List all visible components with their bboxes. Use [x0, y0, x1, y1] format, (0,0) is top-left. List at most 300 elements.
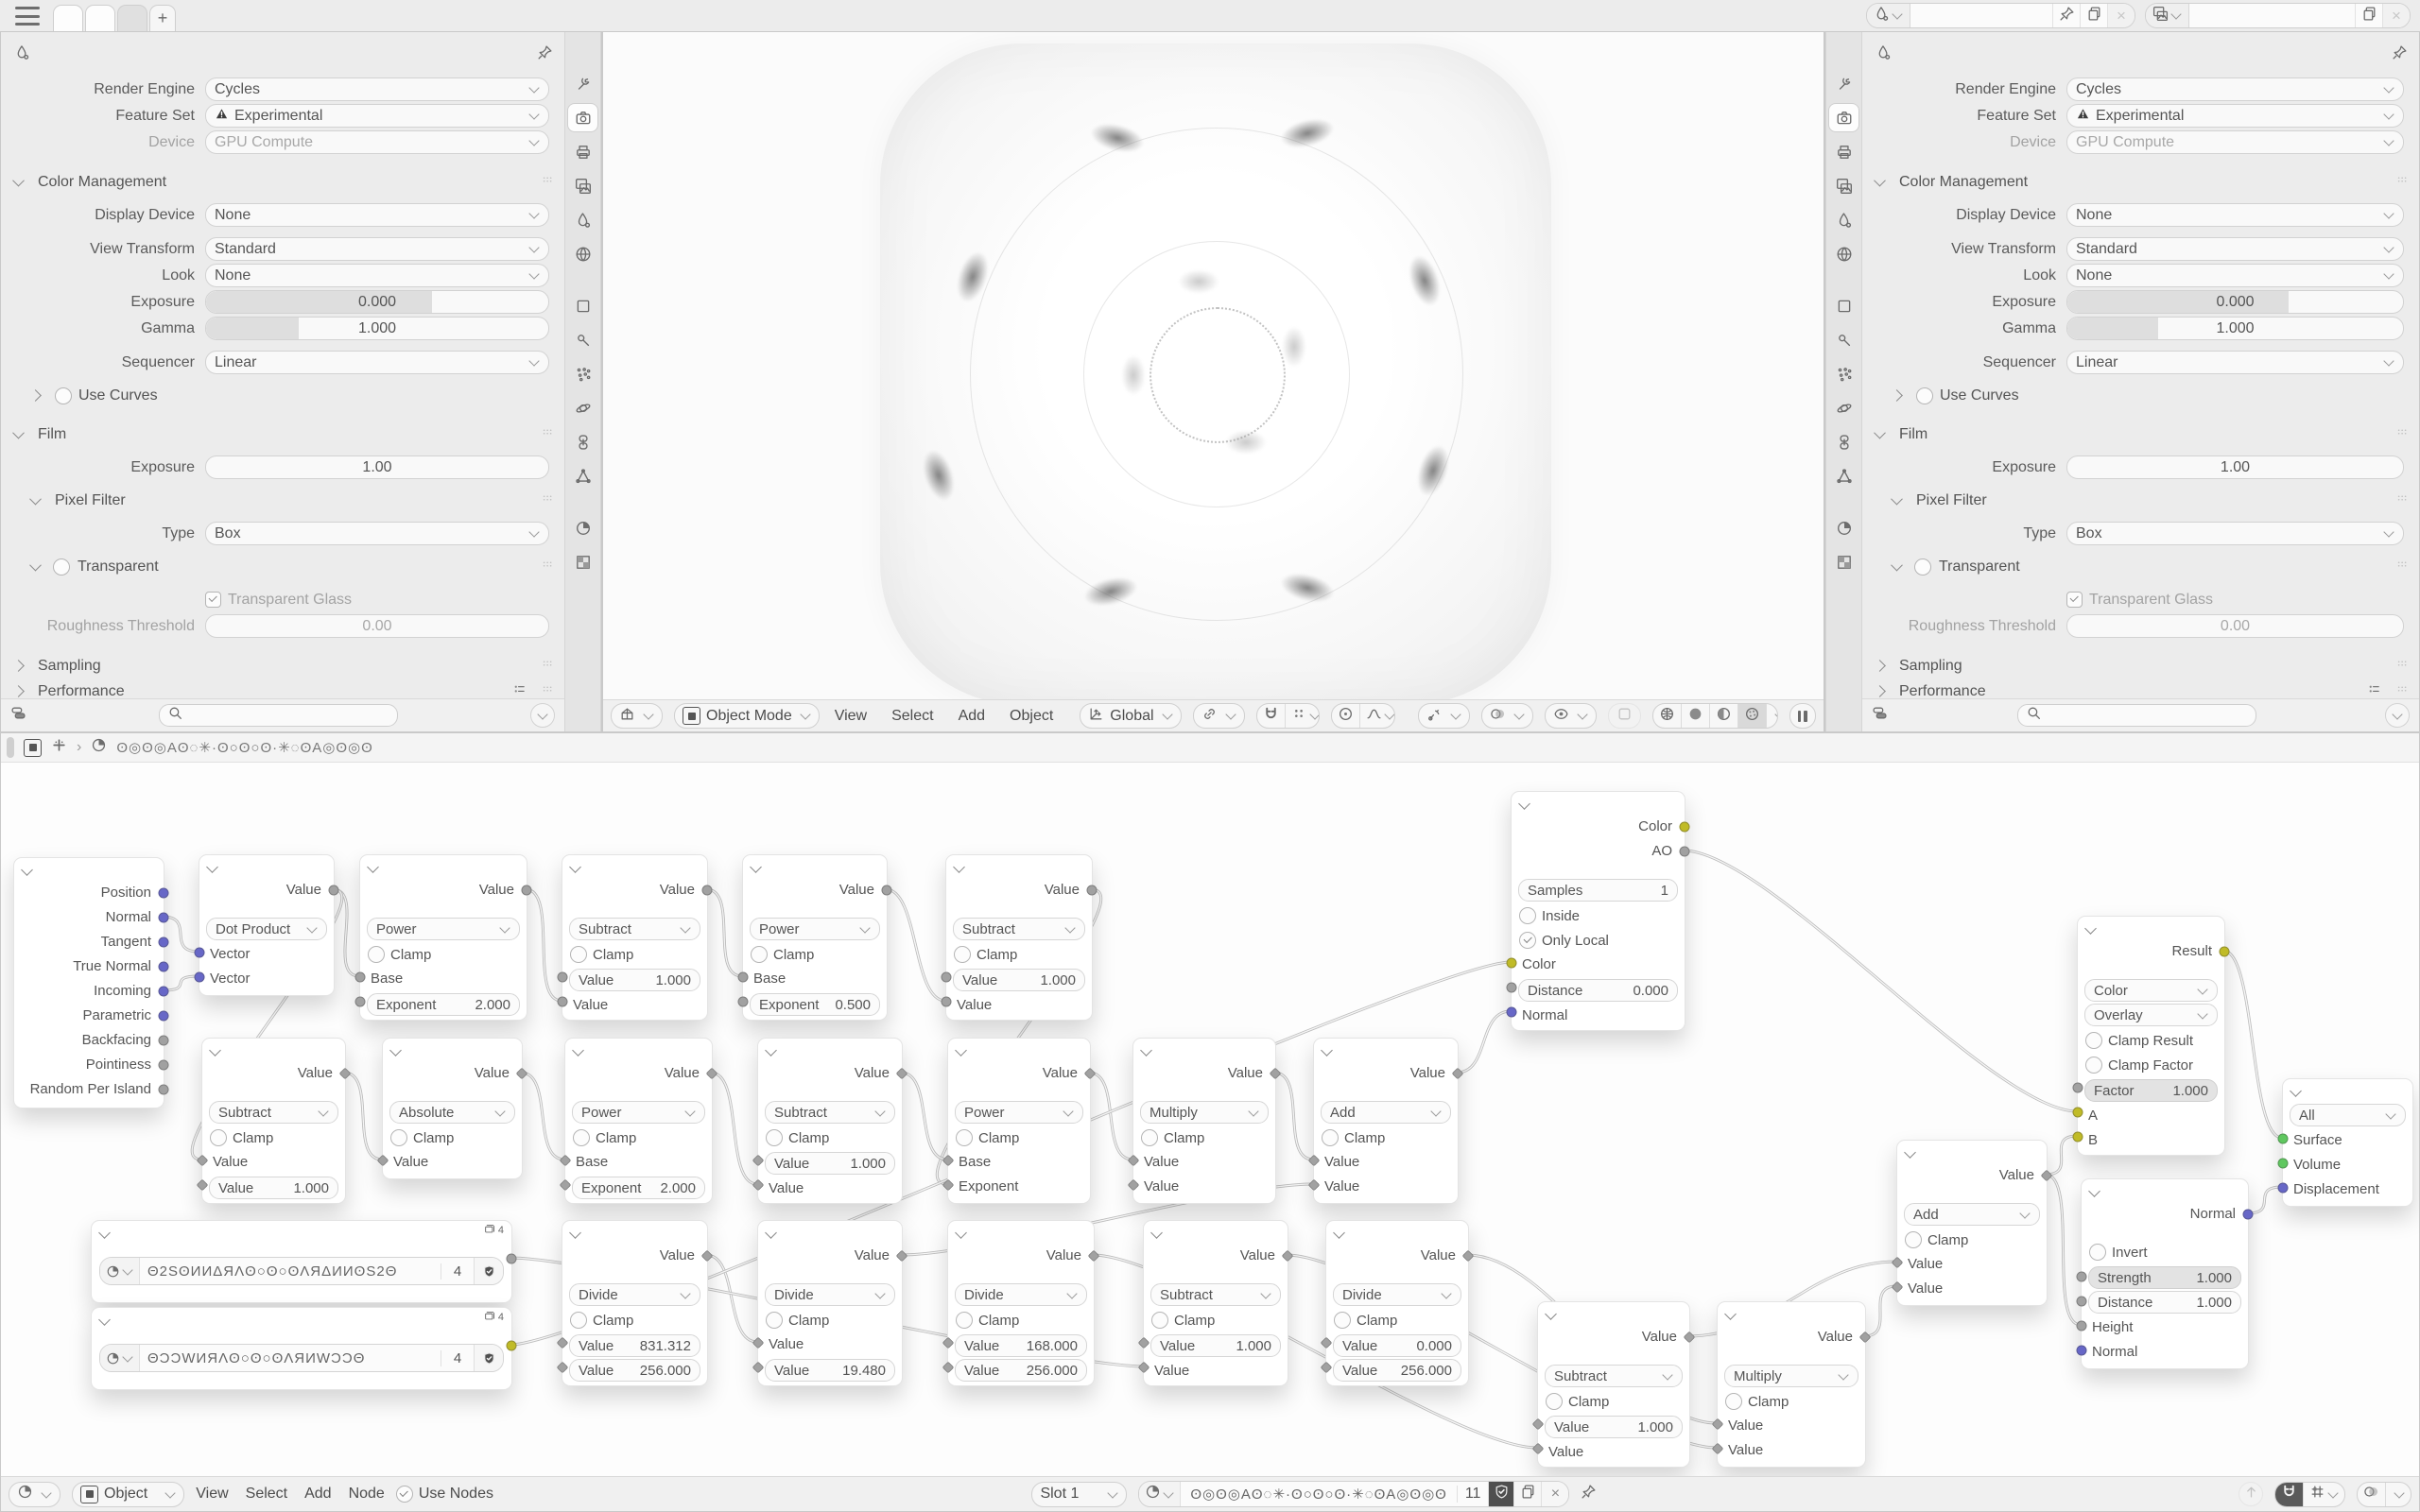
plus-icon[interactable] — [51, 737, 67, 758]
number-field[interactable] — [1333, 1359, 1461, 1382]
node-checkbox[interactable] — [743, 942, 887, 967]
node-checkbox[interactable] — [1718, 1389, 1865, 1414]
editor-type-icon[interactable] — [10, 705, 26, 726]
app-menu-icon[interactable] — [15, 7, 40, 26]
node-checkbox[interactable] — [1314, 1125, 1458, 1150]
socket-out-vector[interactable] — [159, 937, 169, 948]
add-workspace-button[interactable]: + — [149, 5, 176, 31]
collapse-chevron-icon[interactable] — [1321, 1044, 1333, 1057]
node-pow1[interactable] — [359, 854, 527, 1021]
collapse-chevron-icon[interactable] — [367, 861, 379, 873]
dropdown-view-transform[interactable] — [2066, 237, 2404, 261]
dropdown-render-engine[interactable] — [205, 77, 549, 101]
number-field[interactable] — [955, 1334, 1087, 1357]
use-nodes-toggle[interactable]: Use Nodes — [396, 1486, 493, 1503]
falloff-dropdown[interactable] — [1360, 704, 1395, 728]
socket-out-vector[interactable] — [159, 1011, 169, 1022]
node-subA[interactable] — [201, 1038, 346, 1204]
socket-in-value[interactable] — [560, 1179, 572, 1192]
number-field[interactable] — [1518, 979, 1678, 1002]
socket-in-vector[interactable] — [2278, 1183, 2289, 1194]
shading-dropdown[interactable] — [1767, 704, 1778, 728]
menu-add[interactable]: Add — [958, 707, 986, 724]
collapse-chevron-icon[interactable] — [1140, 1044, 1152, 1057]
properties-tab-viewlayer[interactable] — [1829, 172, 1858, 199]
node-header[interactable] — [1538, 1302, 1689, 1325]
copy-icon[interactable] — [1513, 1482, 1541, 1506]
node-mix[interactable] — [2077, 916, 2225, 1156]
fake-user-shield-icon[interactable] — [1488, 1482, 1513, 1506]
node-dropdown[interactable] — [209, 1101, 338, 1124]
socket-out-value[interactable] — [522, 885, 532, 896]
shading-rendered-icon[interactable] — [1738, 704, 1767, 728]
workspace-tab[interactable] — [117, 5, 147, 31]
node-output[interactable] — [2282, 1078, 2413, 1207]
menu-select[interactable]: Select — [891, 707, 934, 724]
node-checkbox[interactable] — [565, 1125, 712, 1150]
socket-out-color[interactable] — [2220, 947, 2230, 957]
node-header[interactable] — [562, 855, 707, 878]
dropdown-sequencer[interactable] — [2066, 351, 2404, 374]
pause-render-button[interactable] — [1789, 703, 1816, 729]
overlays-dropdown[interactable] — [2386, 1483, 2411, 1506]
number-field[interactable] — [750, 993, 880, 1016]
node-header[interactable] — [743, 855, 887, 878]
workspace-tab[interactable] — [53, 5, 83, 31]
node-addA[interactable] — [1313, 1038, 1459, 1204]
node-header[interactable] — [1897, 1141, 2047, 1163]
collapse-chevron-icon[interactable] — [765, 1044, 777, 1057]
checkbox-transparent-glass[interactable] — [2066, 592, 2083, 608]
collapse-chevron-icon[interactable] — [2290, 1085, 2302, 1097]
copy-icon[interactable] — [2355, 4, 2382, 27]
options-button[interactable] — [530, 703, 555, 728]
node-header[interactable] — [562, 1221, 707, 1244]
close-icon[interactable]: × — [2382, 4, 2410, 27]
collapse-chevron-icon[interactable] — [98, 1314, 111, 1326]
socket-out-color[interactable] — [1680, 822, 1690, 833]
socket-in-value[interactable] — [557, 1337, 569, 1349]
socket-in-value[interactable] — [942, 997, 952, 1007]
menu-add[interactable]: Add — [304, 1486, 332, 1502]
node-checkbox[interactable] — [948, 1125, 1090, 1150]
number-field[interactable] — [569, 969, 700, 991]
snap-mode-dropdown[interactable] — [1286, 704, 1321, 728]
xray-button[interactable] — [1608, 703, 1641, 729]
socket-in-value[interactable] — [738, 972, 749, 983]
node-dropdown[interactable] — [2084, 1004, 2218, 1026]
properties-tab-constraint[interactable] — [568, 428, 597, 455]
socket-out-value[interactable] — [507, 1254, 517, 1264]
texture-user-count[interactable]: 4 — [441, 1263, 474, 1280]
properties-tab-output[interactable] — [568, 138, 597, 165]
dropdown-sequencer[interactable] — [205, 351, 549, 374]
overlays-dropdown[interactable] — [1481, 703, 1533, 729]
collapse-chevron-icon[interactable] — [2088, 1185, 2100, 1197]
socket-in-shader[interactable] — [2278, 1134, 2289, 1144]
node-geometry[interactable] — [13, 857, 164, 1108]
collapse-chevron-icon[interactable] — [765, 1227, 777, 1239]
node-header[interactable] — [1133, 1039, 1275, 1061]
number-field[interactable] — [765, 1152, 895, 1175]
slider-exposure[interactable] — [2066, 290, 2404, 314]
dropdown-look[interactable] — [205, 264, 549, 287]
dropdown-feature-set[interactable] — [205, 104, 549, 128]
properties-tab-data[interactable] — [568, 462, 597, 490]
scene-name-field[interactable] — [1910, 4, 2052, 27]
search-input[interactable] — [159, 704, 398, 727]
node-checkbox[interactable] — [2078, 1028, 2224, 1053]
socket-out-value[interactable] — [159, 1060, 169, 1071]
node-checkbox[interactable] — [562, 1308, 707, 1332]
properties-tab-world[interactable] — [1829, 240, 1858, 267]
node-div3[interactable] — [947, 1220, 1095, 1386]
slider-gamma[interactable] — [2066, 317, 2404, 340]
editor-type-icon[interactable] — [1872, 705, 1888, 726]
node-header[interactable] — [946, 855, 1092, 878]
socket-in-value[interactable] — [557, 1362, 569, 1374]
dropdown-display-device[interactable] — [2066, 203, 2404, 227]
node-dropdown[interactable] — [572, 1101, 705, 1124]
parent-node-tree-button[interactable] — [2238, 1482, 2263, 1506]
collapse-chevron-icon[interactable] — [206, 861, 218, 873]
node-div4[interactable] — [1325, 1220, 1469, 1386]
socket-in-color[interactable] — [2073, 1132, 2083, 1143]
search-input[interactable] — [2017, 704, 2256, 727]
node-div2[interactable] — [757, 1220, 903, 1386]
properties-tab-scene[interactable] — [568, 206, 597, 233]
node-ao[interactable] — [1511, 791, 1685, 1031]
node-checkbox[interactable] — [758, 1125, 902, 1150]
collapse-chevron-icon[interactable] — [1724, 1308, 1737, 1320]
properties-tab-data[interactable] — [1829, 462, 1858, 490]
socket-in-vector[interactable] — [195, 948, 205, 958]
properties-tab-object[interactable] — [1829, 292, 1858, 319]
node-header[interactable] — [2283, 1079, 2412, 1102]
node-dropdown[interactable] — [765, 1101, 895, 1124]
node-header[interactable] — [1144, 1221, 1288, 1244]
properties-tab-tool[interactable] — [1829, 70, 1858, 97]
node-checkbox[interactable] — [383, 1125, 522, 1150]
viewport-3d[interactable] — [602, 31, 1824, 732]
section-pixel-filter[interactable] — [1862, 488, 2419, 513]
show-gizmo-dropdown[interactable] — [1418, 703, 1470, 729]
node-checkbox[interactable] — [360, 942, 527, 967]
number-field[interactable] — [367, 993, 520, 1016]
socket-in-vector[interactable] — [1507, 1007, 1517, 1018]
fake-user-shield-icon[interactable] — [474, 1345, 503, 1371]
node-checkbox[interactable] — [1133, 1125, 1275, 1150]
dropdown-render-engine[interactable] — [2066, 77, 2404, 101]
section-checkbox[interactable] — [1914, 558, 1931, 576]
collapse-chevron-icon[interactable] — [569, 1227, 581, 1239]
node-sub1[interactable] — [562, 854, 708, 1021]
section-film[interactable] — [1862, 421, 2419, 447]
number-field[interactable] — [955, 1359, 1087, 1382]
node-dot[interactable] — [199, 854, 335, 996]
node-header[interactable] — [199, 855, 334, 878]
socket-out-value[interactable] — [1680, 847, 1690, 857]
socket-in-value[interactable] — [197, 1179, 209, 1192]
socket-out-value[interactable] — [329, 885, 339, 896]
section-performance[interactable] — [1862, 679, 2419, 699]
socket-in-value[interactable] — [1321, 1362, 1333, 1374]
collapse-chevron-icon[interactable] — [1904, 1146, 1916, 1159]
node-header[interactable] — [1718, 1302, 1865, 1325]
node-dropdown[interactable] — [1150, 1283, 1281, 1306]
dropdown-display-device[interactable] — [205, 203, 549, 227]
node-dropdown[interactable] — [955, 1283, 1087, 1306]
section-transparent[interactable] — [1, 554, 564, 579]
collapse-chevron-icon[interactable] — [1518, 798, 1530, 810]
socket-out-vector[interactable] — [159, 913, 169, 923]
node-dropdown[interactable] — [1333, 1283, 1461, 1306]
properties-tab-viewlayer[interactable] — [568, 172, 597, 199]
socket-in-value[interactable] — [752, 1362, 765, 1374]
node-checkbox[interactable] — [1538, 1389, 1689, 1414]
shading-wireframe-icon[interactable] — [1653, 704, 1682, 728]
fake-user-shield-icon[interactable] — [474, 1258, 503, 1284]
socket-out-value[interactable] — [159, 1085, 169, 1095]
properties-tab-physics[interactable] — [1829, 394, 1858, 421]
node-header[interactable] — [202, 1039, 345, 1061]
material-browse-button[interactable] — [1139, 1482, 1181, 1506]
scene-icon[interactable] — [1867, 4, 1910, 27]
node-header[interactable] — [948, 1221, 1094, 1244]
pin-icon[interactable] — [1581, 1484, 1597, 1504]
socket-in-value[interactable] — [942, 972, 952, 983]
properties-tab-render[interactable] — [1829, 104, 1858, 131]
node-powB[interactable] — [564, 1038, 713, 1204]
node-dropdown[interactable] — [569, 918, 700, 940]
pin-icon[interactable] — [2392, 44, 2408, 65]
collapse-chevron-icon[interactable] — [750, 861, 762, 873]
socket-out-vector[interactable] — [159, 987, 169, 997]
properties-tab-material[interactable] — [568, 514, 597, 541]
node-abs[interactable] — [382, 1038, 523, 1179]
texture-name-field[interactable]: Θ2SʘИИΔЯΛʘ○ʘ○ʘΛЯΔИИʘS2Θ — [147, 1263, 398, 1280]
collapse-chevron-icon[interactable] — [1150, 1227, 1163, 1239]
node-dropdown[interactable] — [953, 918, 1085, 940]
node-checkbox[interactable] — [1512, 903, 1685, 928]
use-curves-checkbox[interactable] — [55, 387, 72, 404]
socket-in-value[interactable] — [558, 997, 568, 1007]
node-checkbox[interactable] — [2082, 1240, 2248, 1264]
collapse-chevron-icon[interactable] — [955, 1227, 967, 1239]
collapse-chevron-icon[interactable] — [389, 1044, 402, 1057]
socket-in-value[interactable] — [1507, 983, 1517, 993]
node-checkbox[interactable] — [948, 1308, 1094, 1332]
node-header[interactable] — [1512, 792, 1685, 815]
menu-node[interactable]: Node — [348, 1486, 385, 1502]
socket-in-color[interactable] — [1507, 958, 1517, 969]
section-pixel-filter[interactable] — [1, 488, 564, 513]
view-layer-icon[interactable] — [2146, 4, 2189, 27]
properties-tab-output[interactable] — [1829, 138, 1858, 165]
socket-out-value[interactable] — [1087, 885, 1098, 896]
collapse-chevron-icon[interactable] — [953, 861, 965, 873]
socket-out-value[interactable] — [882, 885, 892, 896]
node-dropdown[interactable] — [2290, 1104, 2406, 1126]
node-header[interactable] — [948, 1039, 1090, 1061]
socket-in-color[interactable] — [2073, 1108, 2083, 1118]
section-transparent[interactable] — [1862, 554, 2419, 579]
node-header[interactable] — [565, 1039, 712, 1061]
texture-name-field[interactable]: ΘƆƆWИЯΛʘ○ʘ○ʘΛЯИWƆƆΘ — [147, 1349, 366, 1366]
number-field[interactable] — [569, 1359, 700, 1382]
dropdown-device[interactable] — [205, 130, 549, 154]
collapse-chevron-icon[interactable] — [1333, 1227, 1345, 1239]
editor-type-button[interactable] — [611, 703, 663, 729]
use-curves-section[interactable] — [1862, 383, 2419, 408]
node-dropdown[interactable] — [1724, 1365, 1858, 1387]
node-canvas[interactable] — [1, 762, 2419, 1477]
slider-exposure[interactable] — [205, 290, 549, 314]
node-checkbox[interactable] — [1512, 928, 1685, 953]
node-dropdown[interactable] — [750, 918, 880, 940]
number-field[interactable] — [1333, 1334, 1461, 1357]
node-dropdown[interactable] — [1321, 1101, 1451, 1124]
snap-target-button[interactable] — [1193, 703, 1245, 729]
socket-in-shader[interactable] — [2278, 1159, 2289, 1169]
node-dropdown[interactable] — [389, 1101, 515, 1124]
texture-user-count[interactable]: 4 — [441, 1350, 474, 1366]
menu-view[interactable]: View — [196, 1486, 229, 1502]
section-sampling[interactable] — [1862, 653, 2419, 679]
checkbox-transparent-glass[interactable] — [205, 592, 221, 608]
dropdown-type[interactable] — [205, 522, 549, 545]
node-texB[interactable] — [91, 1307, 512, 1390]
node-header[interactable] — [92, 1221, 511, 1244]
overlays-toggle[interactable] — [2358, 1483, 2386, 1506]
slot-dropdown[interactable]: Slot 1 — [1031, 1482, 1127, 1507]
use-curves-section[interactable] — [1, 383, 564, 408]
menu-view[interactable]: View — [834, 707, 868, 724]
socket-in-value[interactable] — [1138, 1337, 1150, 1349]
socket-in-value[interactable] — [1321, 1337, 1333, 1349]
material-user-count[interactable]: 11 — [1457, 1486, 1489, 1503]
node-dropdown[interactable] — [765, 1283, 895, 1306]
node-mulB[interactable] — [1717, 1301, 1866, 1468]
snap-mode-dropdown[interactable] — [2304, 1483, 2344, 1506]
node-checkbox[interactable] — [2078, 1053, 2224, 1077]
socket-in-vector[interactable] — [2077, 1346, 2087, 1356]
properties-tab-modifier[interactable] — [568, 326, 597, 353]
socket-out-color[interactable] — [507, 1341, 517, 1351]
properties-tab-texture[interactable] — [568, 548, 597, 576]
copy-icon[interactable] — [2080, 4, 2107, 27]
slider-gamma[interactable] — [205, 317, 549, 340]
node-header[interactable] — [2078, 917, 2224, 939]
number-field[interactable] — [1518, 879, 1678, 902]
close-icon[interactable]: × — [2107, 4, 2135, 27]
dropdown-device[interactable] — [2066, 130, 2404, 154]
xray-toggle[interactable] — [1545, 703, 1597, 729]
number-field[interactable] — [569, 1334, 700, 1357]
menu-select[interactable]: Select — [245, 1486, 288, 1502]
socket-out-vector[interactable] — [2243, 1210, 2254, 1220]
properties-tab-world[interactable] — [568, 240, 597, 267]
section-film[interactable] — [1, 421, 564, 447]
node-dropdown[interactable] — [1904, 1203, 2040, 1226]
socket-in-value[interactable] — [738, 997, 749, 1007]
socket-in-value[interactable] — [2077, 1272, 2087, 1282]
number-field-exposure[interactable] — [205, 455, 549, 479]
socket-in-value[interactable] — [355, 972, 366, 983]
material-name-field[interactable]: ʘ◎ʘ◎Aʘ◌✳·ʘ○ʘ○ʘ·✳◌ʘA◎ʘ◎ʘ — [1190, 1486, 1447, 1503]
node-header[interactable] — [14, 858, 164, 881]
socket-in-value[interactable] — [752, 1155, 765, 1167]
viewport-canvas[interactable] — [603, 32, 1824, 700]
node-div1[interactable] — [562, 1220, 708, 1386]
number-field[interactable] — [765, 1359, 895, 1382]
socket-in-value[interactable] — [558, 972, 568, 983]
number-field-exposure[interactable] — [2066, 455, 2404, 479]
collapse-chevron-icon[interactable] — [955, 1044, 967, 1057]
socket-in-value[interactable] — [355, 997, 366, 1007]
collapse-chevron-icon[interactable] — [209, 1044, 221, 1057]
number-field[interactable] — [2088, 1266, 2241, 1289]
node-checkbox[interactable] — [1897, 1228, 2047, 1252]
pin-icon[interactable] — [537, 44, 553, 65]
shading-solid-icon[interactable] — [1682, 704, 1710, 728]
socket-in-value[interactable] — [1532, 1418, 1545, 1431]
shader-type-dropdown[interactable]: Object — [72, 1482, 184, 1507]
collapse-chevron-icon[interactable] — [21, 864, 33, 876]
properties-tab-constraint[interactable] — [1829, 428, 1858, 455]
close-icon[interactable]: × — [1541, 1482, 1568, 1506]
mode-dropdown[interactable]: Object Mode — [674, 703, 820, 729]
section-performance[interactable] — [1, 679, 564, 699]
number-field[interactable] — [572, 1177, 705, 1199]
properties-tab-scene[interactable] — [1829, 206, 1858, 233]
collapse-chevron-icon[interactable] — [1545, 1308, 1557, 1320]
number-field[interactable] — [953, 969, 1085, 991]
node-header[interactable] — [758, 1221, 902, 1244]
number-field[interactable] — [1545, 1416, 1683, 1438]
properties-tab-texture[interactable] — [1829, 548, 1858, 576]
editor-type-button[interactable] — [9, 1482, 60, 1507]
node-mulA[interactable] — [1132, 1038, 1276, 1204]
socket-out-value[interactable] — [159, 1036, 169, 1046]
collapse-chevron-icon[interactable] — [572, 1044, 584, 1057]
use-curves-checkbox[interactable] — [1916, 387, 1933, 404]
properties-tab-object[interactable] — [568, 292, 597, 319]
section-color-management[interactable] — [1, 169, 564, 195]
properties-tab-material[interactable] — [1829, 514, 1858, 541]
node-header[interactable] — [92, 1308, 511, 1331]
number-field-roughness-threshold[interactable] — [205, 614, 549, 638]
node-header[interactable] — [360, 855, 527, 878]
socket-in-value[interactable] — [2073, 1083, 2083, 1093]
socket-out-vector[interactable] — [159, 962, 169, 972]
node-subB[interactable] — [757, 1038, 903, 1204]
view-layer-name-field[interactable] — [2189, 4, 2355, 27]
socket-in-vector[interactable] — [195, 972, 205, 983]
node-dropdown[interactable] — [955, 1101, 1083, 1124]
node-checkbox[interactable] — [1326, 1308, 1468, 1332]
properties-tab-modifier[interactable] — [1829, 326, 1858, 353]
magnet-icon[interactable] — [1257, 704, 1286, 728]
node-bump[interactable] — [2081, 1178, 2249, 1369]
texture-browse-button[interactable] — [100, 1258, 140, 1284]
node-header[interactable] — [758, 1039, 902, 1061]
number-field[interactable] — [1150, 1334, 1281, 1357]
socket-in-value[interactable] — [2077, 1321, 2087, 1332]
collapse-chevron-icon[interactable] — [569, 861, 581, 873]
node-header[interactable] — [1326, 1221, 1468, 1244]
transform-orientation-dropdown[interactable]: Global — [1080, 703, 1181, 729]
